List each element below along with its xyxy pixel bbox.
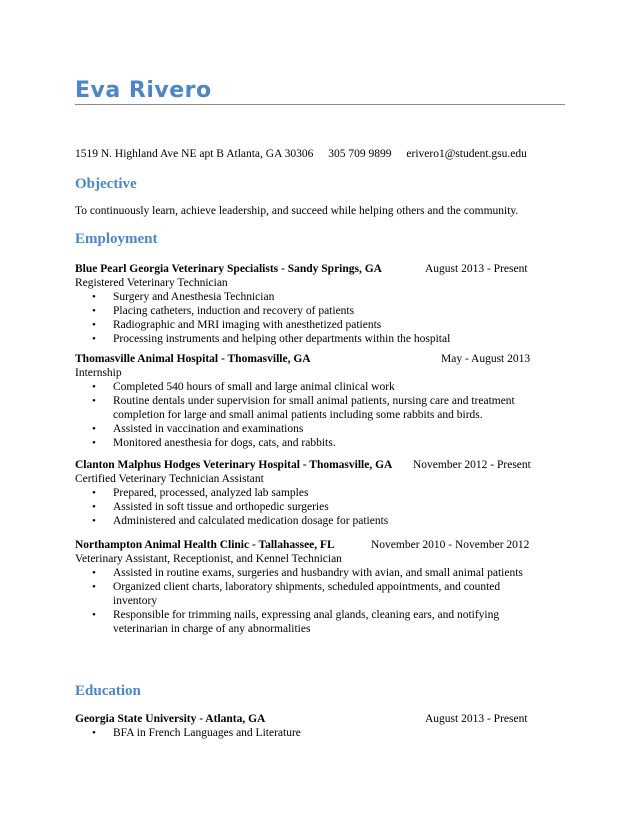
list-item: • Prepared, processed, analyzed lab samples: [75, 486, 545, 500]
list-item: • Completed 540 hours of small and large animal clinical work: [75, 380, 545, 394]
job-header: [75, 262, 545, 276]
list-item: • Monitored anesthesia for dogs, cats, and rabbits.: [75, 436, 545, 450]
job-organization: Blue Pearl Georgia Veterinary Specialists - Sandy Springs, GA: [75, 263, 382, 275]
list-item: • Placing catheters, induction and recovery of patients: [75, 304, 545, 318]
education-details: [75, 726, 545, 740]
list-item: • Surgery and Anesthesia Technician: [75, 290, 545, 304]
job-dates: May - August 2013: [441, 353, 531, 365]
education-header: [75, 712, 545, 726]
objective-text: To continuously learn, achieve leadership, and succeed while helping others and the community.: [75, 205, 519, 217]
list-item: • Routine dentals under supervision for small animal patients, nursing care and treatment completion for large and small animal patients including some rabbits and birds.: [75, 394, 545, 422]
job-header: [75, 352, 545, 366]
job-role: Internship: [75, 367, 122, 379]
job-role: Certified Veterinary Technician Assistant: [75, 473, 264, 485]
list-item: • Assisted in vaccination and examinations: [75, 422, 545, 436]
list-item: • Organized client charts, laboratory shipments, scheduled appointments, and counted inventory: [75, 580, 545, 608]
job-organization: Thomasville Animal Hospital - Thomasville, GA: [75, 353, 311, 365]
list-item: • Assisted in routine exams, surgeries and husbandry with avian, and small animal patients: [75, 566, 545, 580]
job-duties: [75, 290, 545, 346]
job-header: [75, 538, 545, 552]
job-dates: November 2012 - Present: [413, 459, 531, 471]
list-item: • Assisted in soft tissue and orthopedic surgeries: [75, 500, 545, 514]
list-item: • Responsible for trimming nails, expressing anal glands, cleaning ears, and notifying veterinarian in charge of any abnormalities: [75, 608, 545, 636]
list-item: • Administered and calculated medication dosage for patients: [75, 514, 545, 528]
job-entry: [75, 458, 545, 528]
education-heading: Education: [75, 683, 141, 699]
job-role: Veterinary Assistant, Receptionist, and Kennel Technician: [75, 553, 342, 565]
job-duties: [75, 566, 545, 636]
job-entry: [75, 262, 545, 346]
job-entry: [75, 538, 545, 636]
job-header: [75, 458, 545, 472]
resume-name: Eva Rivero: [75, 78, 212, 103]
job-duties: [75, 380, 545, 450]
job-dates: August 2013 - Present: [425, 263, 528, 275]
list-item: • Processing instruments and helping other departments within the hospital: [75, 332, 545, 346]
education-school: Georgia State University - Atlanta, GA: [75, 713, 266, 725]
job-organization: Clanton Malphus Hodges Veterinary Hospital - Thomasville, GA: [75, 459, 393, 471]
job-duties: [75, 486, 545, 528]
education-dates: August 2013 - Present: [425, 713, 528, 725]
job-dates: November 2010 - November 2012: [371, 539, 530, 551]
contact-email: erivero1@student.gsu.edu: [406, 148, 527, 160]
job-role: Registered Veterinary Technician: [75, 277, 228, 289]
list-item: • BFA in French Languages and Literature: [75, 726, 545, 740]
header-rule: [75, 104, 565, 105]
employment-heading: Employment: [75, 231, 158, 247]
contact-address: 1519 N. Highland Ave NE apt B Atlanta, GA 30306: [75, 148, 314, 160]
contact-line: [75, 148, 539, 160]
contact-phone: 305 709 9899: [328, 148, 392, 160]
education-entry: [75, 712, 545, 740]
list-item: • Radiographic and MRI imaging with anesthetized patients: [75, 318, 545, 332]
objective-heading: Objective: [75, 176, 137, 192]
job-entry: [75, 352, 545, 450]
job-organization: Northampton Animal Health Clinic - Tallahassee, FL: [75, 539, 335, 551]
